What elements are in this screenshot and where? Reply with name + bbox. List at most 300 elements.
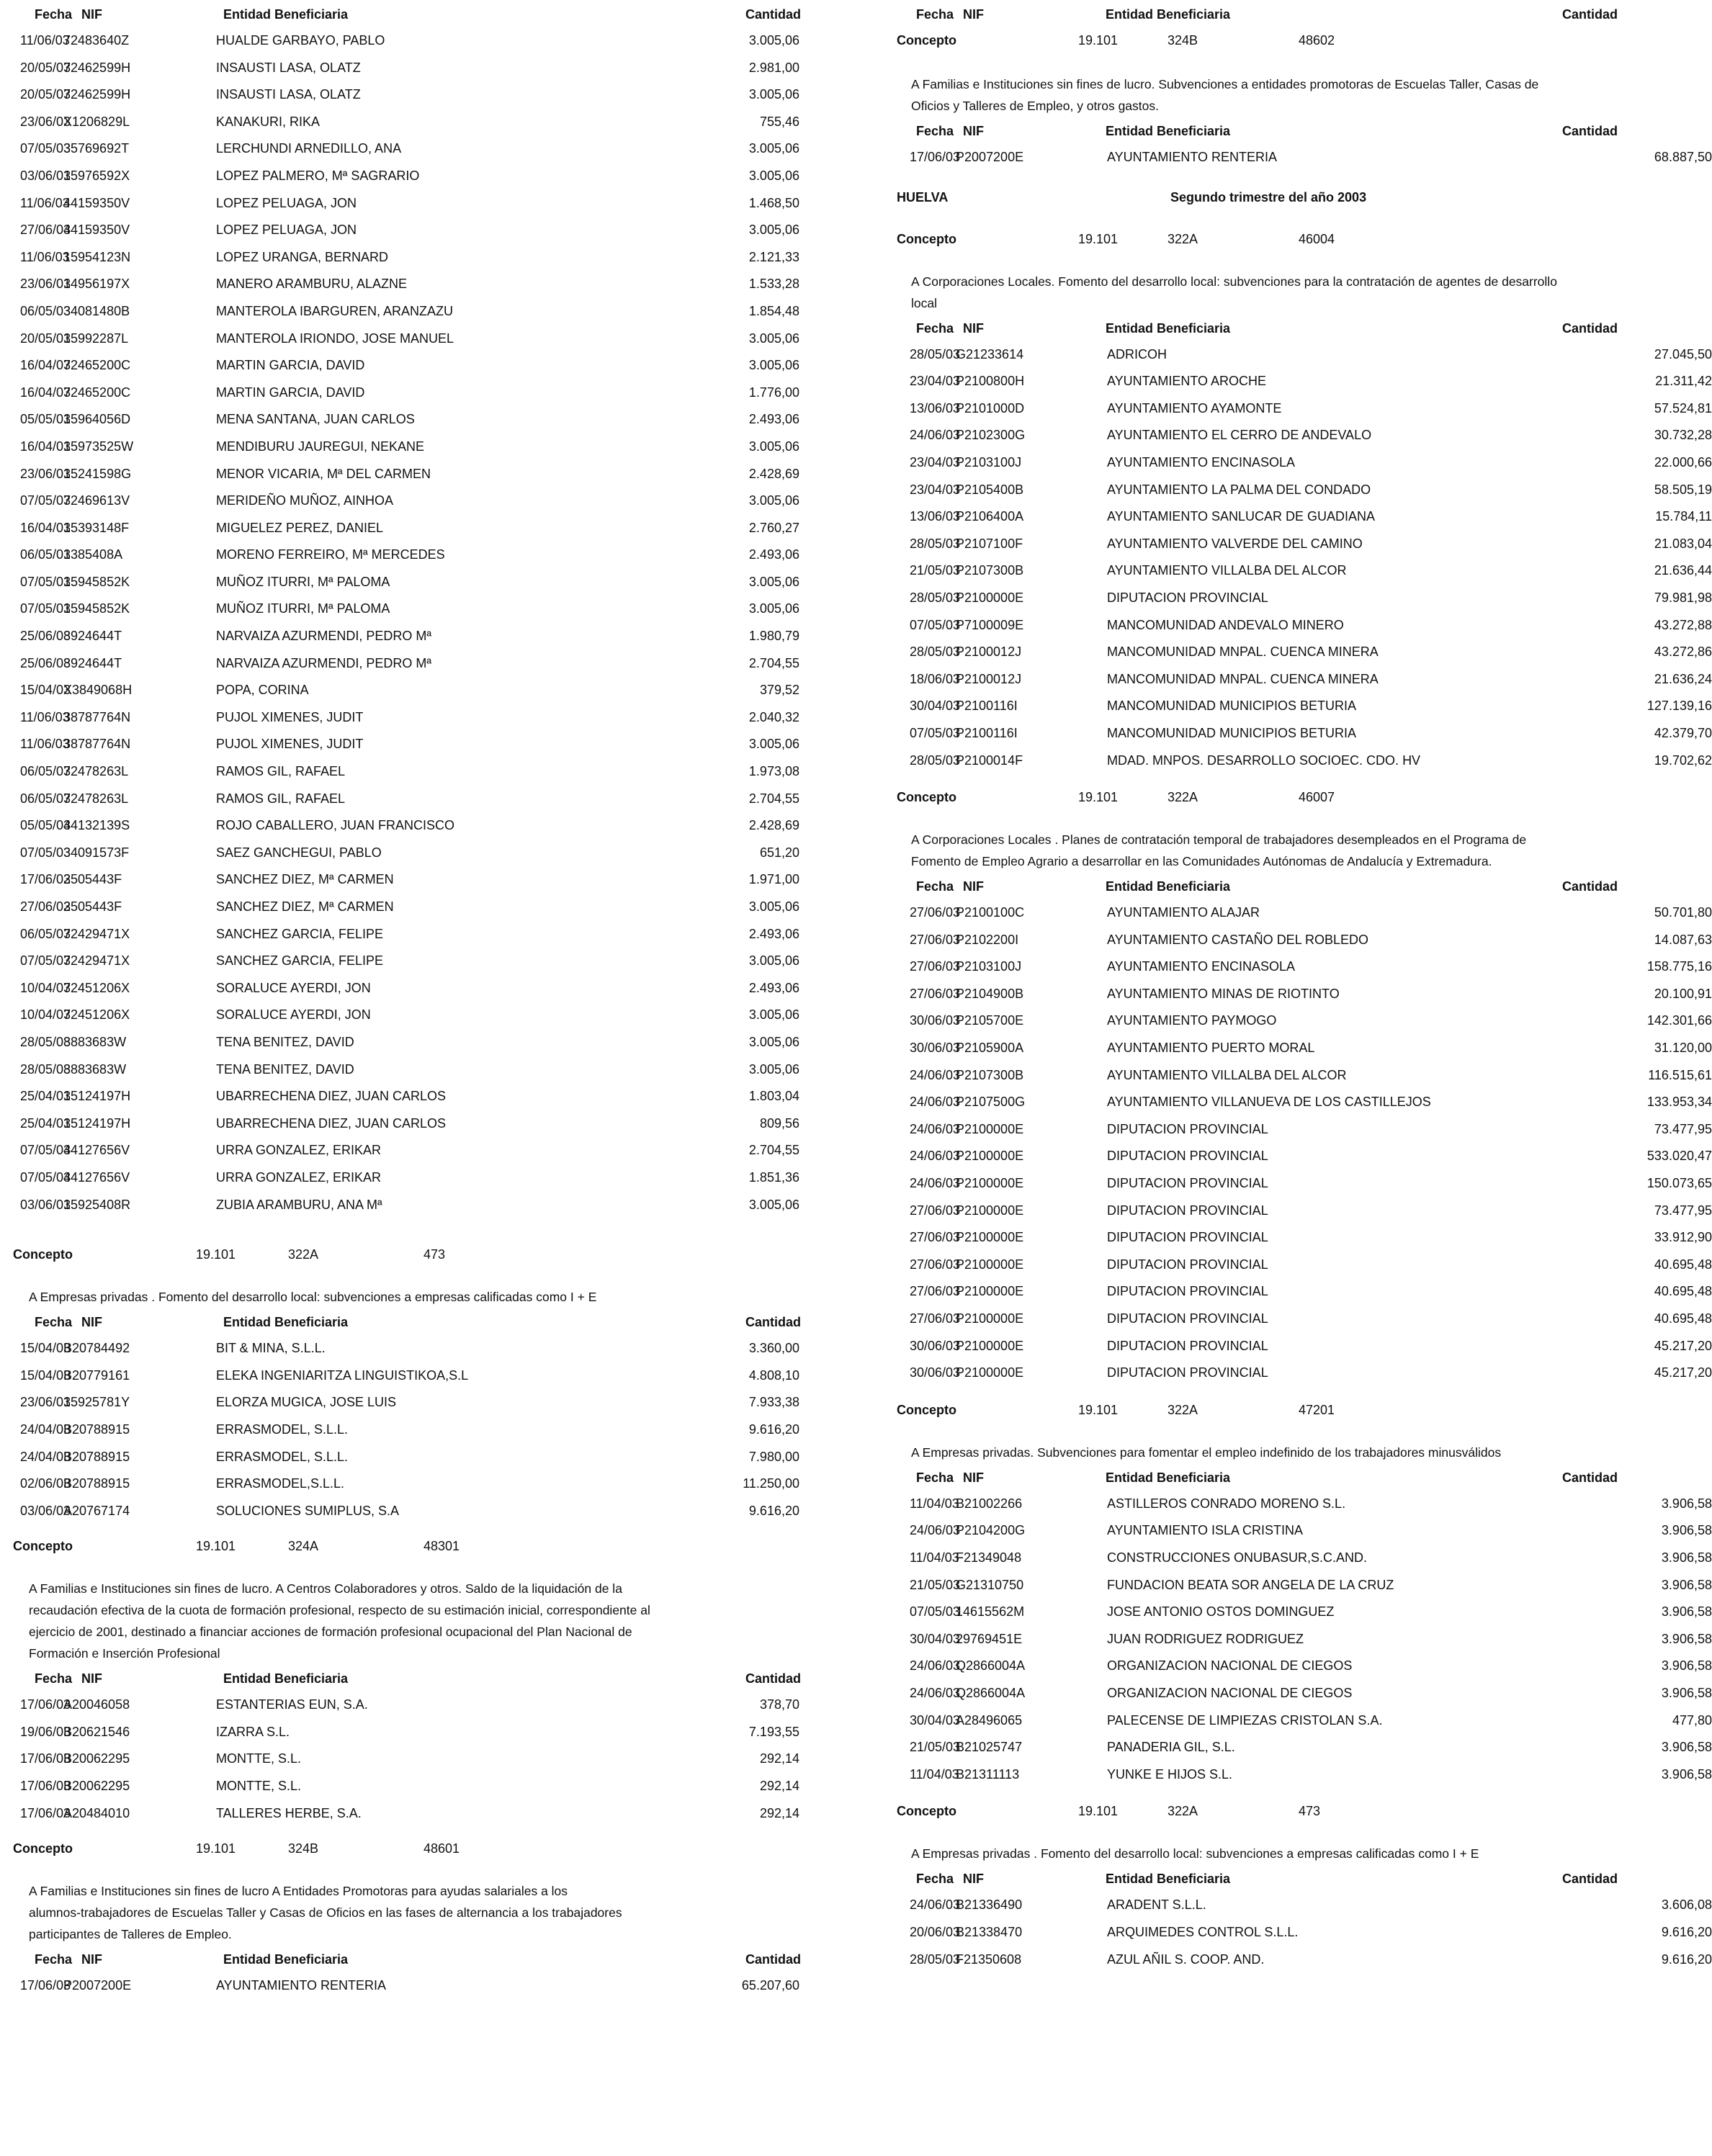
header-nif: NIF — [963, 1470, 984, 1485]
row-amount: 40.695,48 — [1654, 1284, 1712, 1299]
table-row — [882, 1278, 1712, 1306]
row-entity: SANCHEZ GARCIA, FELIPE — [216, 926, 384, 941]
row-amount: 3.906,58 — [1661, 1631, 1712, 1646]
row-amount: 68.887,50 — [1654, 150, 1712, 164]
row-entity: JOSE ANTONIO OSTOS DOMINGUEZ — [1107, 1604, 1335, 1620]
row-amount: 3.005,06 — [748, 1061, 799, 1077]
row-amount: 9.616,20 — [1661, 1951, 1712, 1967]
concepto-description — [882, 1843, 1712, 1864]
table-row — [882, 1491, 1712, 1518]
row-date: 13/06/03 — [910, 509, 961, 524]
row-nif: 72483640Z — [63, 33, 130, 48]
row-amount: 79.981,98 — [1654, 590, 1712, 605]
row-amount: 1.803,04 — [748, 1089, 799, 1104]
table-header — [0, 1664, 835, 1692]
row-amount: 40.695,48 — [1654, 1257, 1712, 1272]
table-row — [0, 596, 835, 623]
header-cantidad: Cantidad — [1562, 7, 1618, 22]
row-nif: P2107100F — [956, 536, 1023, 551]
table-header — [882, 314, 1712, 341]
region-header — [882, 180, 1712, 219]
row-nif: 72462599H — [63, 87, 131, 102]
row-entity: DIPUTACION PROVINCIAL — [1107, 1176, 1268, 1191]
concepto-description — [0, 1578, 835, 1664]
concepto-program: 322A — [288, 1247, 319, 1262]
table-row — [0, 542, 835, 569]
table-row — [0, 1692, 835, 1719]
header-cantidad: Cantidad — [745, 1315, 802, 1330]
row-date: 05/05/03 — [20, 818, 71, 833]
row-amount: 19.702,62 — [1654, 753, 1712, 768]
row-date: 11/04/03 — [910, 1766, 959, 1782]
row-nif: 34081480B — [63, 303, 130, 318]
row-nif: B21338470 — [956, 1924, 1023, 1939]
header-cantidad: Cantidad — [1562, 1872, 1618, 1887]
row-amount: 7.933,38 — [748, 1395, 799, 1410]
table-row — [882, 557, 1712, 585]
row-amount: 809,56 — [759, 1115, 799, 1131]
header-cantidad: Cantidad — [745, 1952, 802, 1967]
row-date: 17/06/03 — [20, 872, 71, 887]
description-line: A Corporaciones Locales . Planes de contratación temporal de trabajadores desempleados en el Programa de — [911, 832, 1527, 848]
row-entity: BIT & MINA, S.L.L. — [216, 1341, 326, 1356]
row-date: 15/04/03 — [20, 683, 71, 698]
row-amount: 57.524,81 — [1654, 400, 1712, 416]
concepto-program: 322A — [1168, 1804, 1198, 1819]
row-nif: P2107300B — [956, 1067, 1024, 1082]
table-row — [882, 639, 1712, 666]
table-row — [882, 899, 1712, 927]
row-nif: P7100009E — [956, 617, 1024, 632]
header-entidad: Entidad Beneficiaria — [1106, 879, 1231, 894]
table-row — [0, 569, 835, 596]
row-nif: P2107300B — [956, 563, 1024, 578]
row-entity: MANERO ARAMBURU, ALAZNE — [216, 277, 408, 292]
row-amount: 3.005,06 — [748, 1197, 799, 1212]
row-date: 06/05/03 — [20, 303, 71, 318]
row-amount: 27.045,50 — [1654, 346, 1712, 361]
concepto-code: 48602 — [1299, 33, 1335, 48]
table-row — [882, 144, 1712, 171]
row-date: 27/06/03 — [910, 1203, 961, 1218]
concepto-description — [0, 1286, 835, 1308]
row-amount: 3.005,06 — [748, 899, 799, 914]
row-nif: 15124197H — [63, 1115, 131, 1131]
row-nif: P2105900A — [956, 1041, 1024, 1056]
row-entity: AYUNTAMIENTO RENTERIA — [1107, 150, 1278, 164]
row-entity: AYUNTAMIENTO SANLUCAR DE GUADIANA — [1107, 509, 1376, 524]
table-row — [882, 503, 1712, 531]
table-row — [882, 1892, 1712, 1919]
table-row — [882, 1545, 1712, 1572]
table-row — [882, 395, 1712, 423]
row-amount: 2.428,69 — [748, 818, 799, 833]
row-entity: ASTILLEROS CONRADO MORENO S.L. — [1107, 1496, 1346, 1511]
row-date: 20/05/03 — [20, 331, 71, 346]
row-entity: PANADERIA GIL, S.L. — [1107, 1740, 1235, 1755]
description-line: Fomento de Empleo Agrario a desarrollar en las Comunidades Autónomas de Andalucía y Extremadura. — [911, 854, 1492, 869]
row-entity: AYUNTAMIENTO LA PALMA DEL CONDADO — [1107, 482, 1371, 497]
row-entity: ORGANIZACION NACIONAL DE CIEGOS — [1107, 1685, 1353, 1700]
row-nif: P2100000E — [956, 1284, 1024, 1299]
row-amount: 3.906,58 — [1661, 1550, 1712, 1565]
row-amount: 1.851,36 — [748, 1169, 799, 1185]
row-amount: 2.760,27 — [748, 520, 799, 535]
row-entity: SORALUCE AYERDI, JON — [216, 980, 371, 995]
row-nif: P2100000E — [956, 1257, 1024, 1272]
concepto-section: 19.101 — [1078, 33, 1119, 48]
description-line: A Familias e Instituciones sin fines de lucro. A Centros Colaboradores y otros. Saldo de la liquidación de la — [29, 1581, 622, 1596]
table-row — [0, 1470, 835, 1498]
row-nif: 35769692T — [63, 141, 130, 156]
table-header — [0, 0, 835, 27]
table-header — [0, 1945, 835, 1972]
row-nif: 44159350V — [63, 195, 130, 210]
row-nif: 72478263L — [63, 791, 129, 806]
row-nif: P2007200E — [63, 1978, 132, 1993]
table-row — [882, 1761, 1712, 1789]
row-amount: 1.980,79 — [748, 629, 799, 644]
row-nif: 44127656V — [63, 1169, 130, 1185]
row-nif: P2100000E — [956, 1149, 1024, 1164]
row-date: 30/06/03 — [910, 1013, 961, 1028]
header-nif: NIF — [963, 320, 984, 336]
row-date: 07/05/03 — [20, 141, 71, 156]
concepto-section: 19.101 — [1078, 1804, 1119, 1819]
row-date: 25/04/03 — [20, 1089, 71, 1104]
row-date: 27/06/03 — [910, 986, 961, 1001]
row-entity: INSAUSTI LASA, OLATZ — [216, 60, 361, 75]
right-column — [882, 0, 1712, 1973]
row-amount: 292,14 — [759, 1805, 799, 1820]
row-date: 28/05/03 — [20, 1061, 71, 1077]
description-line: A Empresas privadas . Fomento del desarrollo local: subvenciones a empresas calificadas como I + E — [911, 1846, 1479, 1861]
table-header — [882, 1864, 1712, 1892]
concepto-label: Concepto — [897, 231, 956, 246]
row-date: 23/06/03 — [20, 277, 71, 292]
row-nif: 15973525W — [63, 439, 134, 454]
row-nif: 8883683W — [63, 1034, 127, 1049]
row-nif: 38787764N — [63, 737, 131, 752]
row-entity: MONTTE, S.L. — [216, 1779, 302, 1794]
row-nif: A20767174 — [63, 1503, 130, 1518]
row-date: 23/06/03 — [20, 466, 71, 481]
table-row — [0, 812, 835, 840]
row-amount: 3.606,08 — [1661, 1897, 1712, 1913]
row-entity: UBARRECHENA DIEZ, JUAN CARLOS — [216, 1115, 447, 1131]
table-row — [0, 786, 835, 813]
row-entity: NARVAIZA AZURMENDI, PEDRO Mª — [216, 655, 432, 670]
concepto-line — [882, 226, 1712, 255]
row-nif: 15393148F — [63, 520, 130, 535]
table-row — [882, 612, 1712, 639]
row-date: 24/06/03 — [910, 1685, 961, 1700]
concepto-code: 46007 — [1299, 790, 1335, 805]
row-amount: 2.704,55 — [748, 791, 799, 806]
concepto-code: 48601 — [423, 1841, 460, 1856]
row-amount: 11.250,00 — [743, 1476, 799, 1491]
row-entity: AYUNTAMIENTO ENCINASOLA — [1107, 454, 1296, 470]
header-fecha: Fecha — [916, 124, 954, 138]
row-nif: P2103100J — [956, 454, 1022, 470]
row-date: 17/06/03 — [20, 1697, 71, 1712]
row-nif: 72451206X — [63, 1007, 130, 1023]
row-date: 30/06/03 — [910, 1041, 961, 1056]
row-date: 21/05/03 — [910, 1740, 961, 1755]
row-amount: 3.005,06 — [748, 737, 799, 752]
row-amount: 2.040,32 — [748, 709, 799, 724]
row-date: 28/05/03 — [910, 346, 961, 361]
row-nif: 72451206X — [63, 980, 130, 995]
row-date: 27/06/03 — [20, 223, 71, 238]
row-date: 02/06/03 — [20, 1476, 71, 1491]
row-amount: 58.505,19 — [1654, 482, 1712, 497]
row-entity: MANCOMUNIDAD MUNICIPIOS BETURIA — [1107, 725, 1357, 740]
row-entity: PUJOL XIMENES, JUDIT — [216, 737, 364, 752]
table-row — [0, 1972, 835, 2000]
row-entity: TENA BENITEZ, DAVID — [216, 1061, 354, 1077]
table-row — [0, 325, 835, 353]
row-amount: 3.906,58 — [1661, 1523, 1712, 1538]
row-date: 23/04/03 — [910, 374, 961, 389]
row-nif: B20621546 — [63, 1724, 130, 1739]
row-nif: P2102200I — [956, 932, 1019, 947]
row-date: 23/06/03 — [20, 114, 71, 129]
row-entity: DIPUTACION PROVINCIAL — [1107, 1203, 1268, 1218]
row-amount: 3.906,58 — [1661, 1496, 1712, 1511]
table-row — [0, 1498, 835, 1525]
header-fecha: Fecha — [35, 1952, 73, 1967]
description-line: A Familias e Instituciones sin fines de lucro. Subvenciones a entidades promotoras de Escuelas Taller, Casas de — [911, 77, 1539, 91]
table-row — [0, 55, 835, 82]
concepto-code: 46004 — [1299, 231, 1335, 246]
row-nif: B20784492 — [63, 1341, 130, 1356]
row-amount: 3.906,58 — [1661, 1766, 1712, 1782]
table-row — [882, 981, 1712, 1008]
row-amount: 142.301,66 — [1646, 1013, 1712, 1028]
row-amount: 1.973,08 — [748, 764, 799, 779]
table-row — [0, 406, 835, 434]
row-nif: 8924644T — [63, 655, 122, 670]
row-amount: 292,14 — [759, 1751, 799, 1766]
row-amount: 3.906,58 — [1661, 1604, 1712, 1620]
table-row — [0, 1192, 835, 1219]
concepto-label: Concepto — [897, 1402, 956, 1417]
row-amount: 9.616,20 — [1661, 1924, 1712, 1939]
row-entity: INSAUSTI LASA, OLATZ — [216, 87, 361, 102]
row-date: 11/06/03 — [20, 249, 70, 264]
concepto-description — [882, 271, 1712, 314]
row-entity: MDAD. MNPOS. DESARROLLO SOCIOEC. CDO. HV — [1107, 753, 1421, 768]
concepto-label: Concepto — [897, 1804, 956, 1819]
row-nif: P2105400B — [956, 482, 1024, 497]
concepto-line — [0, 1241, 835, 1270]
table-row — [0, 758, 835, 786]
row-amount: 379,52 — [759, 683, 799, 698]
concepto-line — [882, 784, 1712, 813]
row-date: 24/04/03 — [20, 1421, 71, 1437]
row-entity: MANCOMUNIDAD MNPAL. CUENCA MINERA — [1107, 671, 1379, 686]
concepto-description — [882, 1442, 1712, 1463]
row-nif: P2106400A — [956, 509, 1024, 524]
concepto-line — [0, 1836, 835, 1864]
row-nif: P2100000E — [956, 1203, 1024, 1218]
header-nif: NIF — [963, 7, 984, 22]
row-entity: SAEZ GANCHEGUI, PABLO — [216, 845, 382, 860]
row-date: 03/06/03 — [20, 1197, 71, 1212]
row-entity: AYUNTAMIENTO VILLANUEVA DE LOS CASTILLEJOS — [1107, 1095, 1431, 1110]
row-entity: ERRASMODEL,S.L.L. — [216, 1476, 345, 1491]
row-date: 27/06/03 — [910, 1230, 961, 1245]
row-entity: ROJO CABALLERO, JUAN FRANCISCO — [216, 818, 455, 833]
row-date: 07/05/03 — [20, 601, 71, 616]
row-date: 19/06/03 — [20, 1724, 71, 1739]
table-row — [0, 894, 835, 921]
row-nif: 72469613V — [63, 493, 130, 508]
description-line: recaudación efectiva de la cuota de formación profesional, respecto de su estimación inicial, correspondiente al — [29, 1603, 650, 1618]
row-date: 20/05/03 — [20, 60, 71, 75]
row-nif: Q2866004A — [956, 1685, 1026, 1700]
table-row — [882, 1198, 1712, 1225]
table-row — [882, 1170, 1712, 1198]
row-nif: B20779161 — [63, 1367, 130, 1383]
row-entity: IZARRA S.L. — [216, 1724, 290, 1739]
concepto-program: 324A — [288, 1539, 319, 1554]
row-nif: 15954123N — [63, 249, 131, 264]
row-nif: Q2866004A — [956, 1658, 1026, 1674]
row-entity: AYUNTAMIENTO ALAJAR — [1107, 905, 1260, 920]
row-entity: ERRASMODEL, S.L.L. — [216, 1421, 349, 1437]
row-amount: 3.005,06 — [748, 601, 799, 616]
row-date: 30/04/03 — [910, 1631, 961, 1646]
row-nif: B20062295 — [63, 1779, 130, 1794]
row-date: 28/05/03 — [910, 1951, 961, 1967]
header-fecha: Fecha — [916, 1470, 954, 1485]
row-entity: LOPEZ URANGA, BERNARD — [216, 249, 389, 264]
table-row — [882, 1517, 1712, 1545]
row-amount: 3.360,00 — [748, 1341, 799, 1356]
table-row — [882, 1116, 1712, 1144]
row-entity: MARTIN GARCIA, DAVID — [216, 385, 365, 400]
header-cantidad: Cantidad — [1562, 320, 1618, 336]
row-amount: 4.808,10 — [748, 1367, 799, 1383]
row-date: 16/04/03 — [20, 385, 71, 400]
region-name: HUELVA — [897, 189, 949, 205]
row-amount: 1.971,00 — [748, 872, 799, 887]
row-nif: X1206829L — [63, 114, 130, 129]
row-date: 24/06/03 — [910, 1149, 961, 1164]
table-row — [882, 1653, 1712, 1680]
row-nif: P2100012J — [956, 644, 1022, 660]
concepto-description — [882, 73, 1712, 117]
row-amount: 3.906,58 — [1661, 1577, 1712, 1592]
row-date: 27/06/03 — [910, 1257, 961, 1272]
row-entity: AYUNTAMIENTO ISLA CRISTINA — [1107, 1523, 1304, 1538]
description-line: Formación e Inserción Profesional — [29, 1646, 220, 1661]
row-date: 27/06/03 — [910, 959, 961, 974]
row-entity: ZUBIA ARAMBURU, ANA Mª — [216, 1197, 382, 1212]
row-amount: 7.193,55 — [748, 1724, 799, 1739]
table-row — [0, 1444, 835, 1471]
row-entity: MORENO FERREIRO, Mª MERCEDES — [216, 547, 445, 562]
row-amount: 21.311,42 — [1655, 374, 1712, 389]
row-amount: 45.217,20 — [1654, 1338, 1712, 1353]
header-fecha: Fecha — [916, 320, 954, 336]
table-row — [0, 1773, 835, 1800]
row-date: 11/04/03 — [910, 1550, 959, 1565]
row-amount: 40.695,48 — [1654, 1311, 1712, 1326]
row-entity: MANTEROLA IBARGUREN, ARANZAZU — [216, 303, 454, 318]
row-amount: 2.704,55 — [748, 655, 799, 670]
table-row — [0, 135, 835, 163]
row-amount: 73.477,95 — [1654, 1121, 1712, 1136]
row-nif: P2100000E — [956, 590, 1024, 605]
concepto-line — [0, 1533, 835, 1562]
table-row — [0, 244, 835, 271]
row-date: 16/04/03 — [20, 520, 71, 535]
table-row — [0, 27, 835, 55]
row-amount: 3.005,06 — [748, 168, 799, 183]
table-row — [882, 1572, 1712, 1599]
concepto-section: 19.101 — [1078, 231, 1119, 246]
row-amount: 3.005,06 — [748, 33, 799, 48]
row-nif: 72429471X — [63, 953, 130, 969]
table-row — [882, 1919, 1712, 1946]
row-amount: 21.636,24 — [1654, 671, 1712, 686]
concepto-program: 324B — [288, 1841, 319, 1856]
row-entity: URRA GONZALEZ, ERIKAR — [216, 1169, 382, 1185]
row-date: 23/04/03 — [910, 482, 961, 497]
row-entity: AYUNTAMIENTO PAYMOGO — [1107, 1013, 1277, 1028]
header-fecha: Fecha — [35, 1315, 73, 1330]
row-nif: 15124197H — [63, 1089, 131, 1104]
row-nif: P2104900B — [956, 986, 1024, 1001]
row-nif: P2100000E — [956, 1365, 1024, 1380]
row-nif: 1385408A — [63, 547, 123, 562]
row-amount: 20.100,91 — [1654, 986, 1712, 1001]
table-row — [0, 1137, 835, 1164]
row-nif: B20062295 — [63, 1751, 130, 1766]
table-row — [882, 1252, 1712, 1279]
row-entity: DIPUTACION PROVINCIAL — [1107, 1149, 1268, 1164]
header-nif: NIF — [81, 1952, 102, 1967]
table-row — [0, 866, 835, 894]
table-row — [882, 449, 1712, 477]
table-row — [882, 1946, 1712, 1974]
row-date: 28/05/03 — [910, 644, 961, 660]
row-amount: 21.636,44 — [1654, 563, 1712, 578]
row-amount: 651,20 — [759, 845, 799, 860]
row-amount: 150.073,65 — [1646, 1176, 1712, 1191]
row-entity: RAMOS GIL, RAFAEL — [216, 791, 346, 806]
row-date: 06/05/03 — [20, 547, 71, 562]
row-entity: DIPUTACION PROVINCIAL — [1107, 1311, 1268, 1326]
row-date: 20/06/03 — [910, 1924, 961, 1939]
row-entity: AYUNTAMIENTO VALVERDE DEL CAMINO — [1107, 536, 1363, 551]
table-row — [882, 1007, 1712, 1035]
row-date: 11/06/03 — [20, 737, 70, 752]
row-amount: 50.701,80 — [1654, 905, 1712, 920]
header-nif: NIF — [81, 7, 102, 22]
row-entity: UBARRECHENA DIEZ, JUAN CARLOS — [216, 1089, 447, 1104]
table-row — [0, 677, 835, 704]
row-nif: 15992287L — [63, 331, 129, 346]
table-header — [882, 0, 1712, 27]
row-nif: 15945852K — [63, 601, 130, 616]
row-amount: 43.272,86 — [1654, 644, 1712, 660]
concepto-label: Concepto — [13, 1841, 73, 1856]
row-nif: 44159350V — [63, 223, 130, 238]
